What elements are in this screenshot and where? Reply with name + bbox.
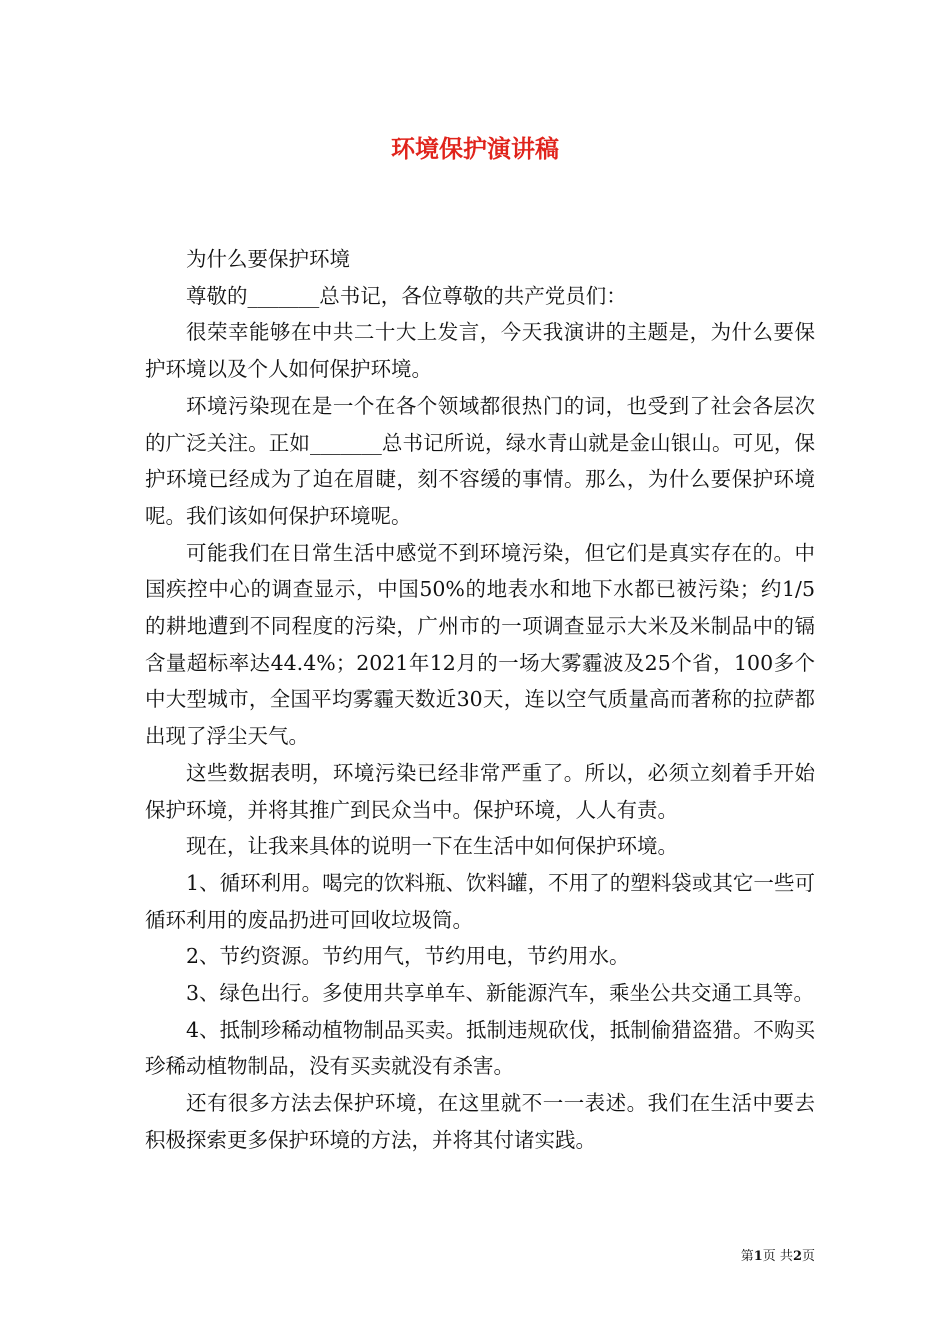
footer-prefix: 第	[740, 1249, 754, 1264]
paragraph-conclusion: 还有很多方法去保护环境，在这里就不一一表述。我们在生活中要去积极探索更多保护环境的方法，并将其付诸实践。	[145, 1091, 815, 1152]
footer-middle: 页 共	[762, 1249, 793, 1264]
paragraph-heading: 为什么要保护环境	[186, 247, 350, 271]
list-item: 1、循环利用。喝完的饮料瓶、饮料罐，不用了的塑料袋或其它一些可循环利用的废品扔进可回收垃圾筒。	[145, 870, 815, 932]
footer-total-pages: 2	[792, 1249, 802, 1264]
list-item: 3、绿色出行。多使用共享单车、新能源汽车，乘坐公共交通工具等。	[186, 981, 815, 1006]
page-title: 环境保护演讲稿	[391, 134, 559, 163]
paragraph: 环境污染现在是一个在各个领域都很热门的词，也受到了社会各层次的广泛关注。正如_______总书记所说，绿水青山就是金山银山。可见，保护环境已经成为了迫在眉睫，刻不容缓的事情。那么，为什么要保护环境呢。我们该如何保护环境呢。	[145, 393, 815, 528]
list-item: 2、节约资源。节约用气，节约用电，节约用水。	[186, 944, 630, 969]
paragraph: 这些数据表明，环境污染已经非常严重了。所以，必须立刻着手开始保护环境，并将其推广到民众当中。保护环境，人人有责。	[145, 760, 815, 822]
paragraph: 可能我们在日常生活中感觉不到环境污染，但它们是真实存在的。中国疾控中心的调查显示，中国50%的地表水和地下水都已被污染；约1/5的耕地遭到不同程度的污染，广州市的一项调查显示大米及米制品中的镉含量超标率达44.4%；2021年12月的一场大雾霾波及25个省，100多个中大型城市，全国平均雾霾天数近30天，连以空气质量高而著称的拉萨都出现了浮尘天气。	[145, 540, 815, 749]
paragraph-salutation: 尊敬的_______总书记，各位尊敬的共产党员们：	[186, 283, 627, 308]
list-item: 4、抵制珍稀动植物制品买卖。抵制违规砍伐，抵制偷猎盗猎。不购买珍稀动植物制品，没有买卖就没有杀害。	[145, 1017, 815, 1079]
page-footer	[700, 1248, 815, 1266]
footer-current-page: 1	[753, 1249, 763, 1264]
paragraph: 很荣幸能够在中共二十大上发言，今天我演讲的主题是，为什么要保护环境以及个人如何保护环境。	[145, 320, 815, 382]
paragraph: 现在，让我来具体的说明一下在生活中如何保护环境。	[186, 834, 678, 859]
document-body	[145, 241, 815, 1159]
footer-suffix: 页	[801, 1249, 815, 1264]
